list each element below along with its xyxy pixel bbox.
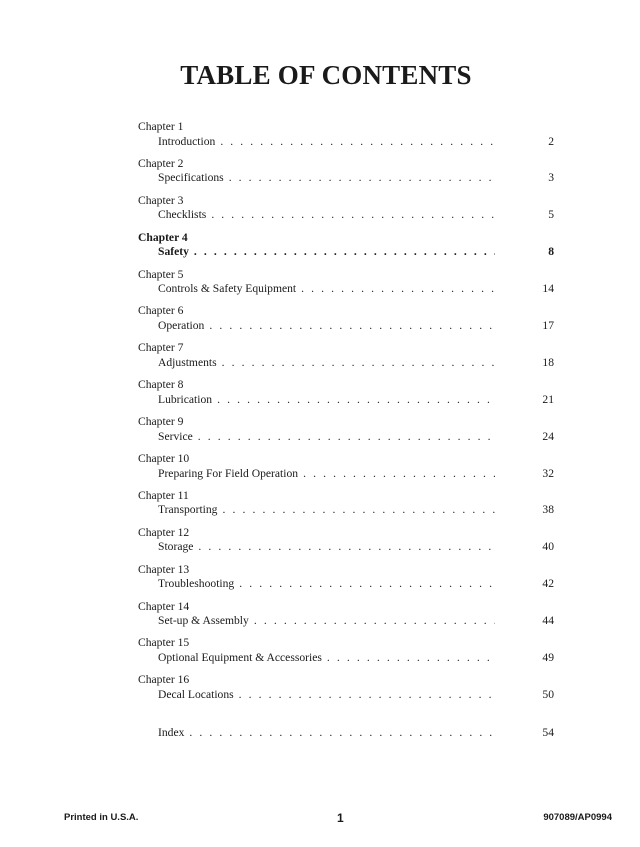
chapter-label: Chapter 7	[138, 341, 184, 355]
toc-entry	[138, 231, 554, 268]
section-title: Set-up & Assembly	[158, 614, 249, 628]
toc-entry	[138, 415, 554, 452]
section-title: Troubleshooting	[158, 577, 235, 591]
toc-entry	[138, 268, 554, 305]
dot-leader	[303, 467, 495, 481]
page-ref: 24	[542, 429, 554, 443]
toc-index-entry	[138, 726, 554, 763]
toc-row[interactable]	[138, 467, 554, 481]
chapter-label: Chapter 9	[138, 415, 184, 429]
toc-row[interactable]	[138, 282, 554, 296]
page-ref: 49	[542, 650, 554, 664]
dot-leader	[222, 356, 495, 370]
toc-entry	[138, 673, 554, 710]
section-title: Lubrication	[158, 392, 213, 406]
page-ref: 50	[542, 687, 554, 701]
dot-leader	[239, 577, 495, 591]
chapter-label: Chapter 3	[138, 193, 184, 207]
chapter-label: Chapter 4	[138, 230, 188, 244]
toc-row[interactable]	[138, 651, 554, 665]
section-title: Transporting	[158, 503, 218, 517]
dot-leader	[198, 540, 495, 554]
page-ref: 38	[542, 503, 554, 517]
page-ref: 21	[542, 392, 554, 406]
page-ref: 18	[542, 355, 554, 369]
section-title: Specifications	[158, 171, 224, 185]
chapter-label: Chapter 2	[138, 156, 184, 170]
toc-row[interactable]	[138, 135, 554, 149]
chapter-label: Chapter 10	[138, 452, 190, 466]
chapter-label: Chapter 11	[138, 488, 189, 502]
toc-entry	[138, 563, 554, 600]
chapter-label: Chapter 16	[138, 673, 190, 687]
dot-leader	[217, 393, 495, 407]
toc-entry	[138, 157, 554, 194]
dot-leader	[211, 208, 495, 222]
toc-row[interactable]	[138, 430, 554, 444]
toc-row[interactable]	[138, 245, 554, 259]
page-ref: 42	[542, 577, 554, 591]
page-ref: 2	[548, 134, 554, 148]
toc-row[interactable]	[138, 688, 554, 702]
toc-row[interactable]	[138, 171, 554, 185]
page-ref: 44	[542, 614, 554, 628]
page-ref: 3	[548, 171, 554, 185]
toc-row[interactable]	[138, 393, 554, 407]
toc-entry	[138, 452, 554, 489]
section-title: Checklists	[158, 208, 207, 222]
section-title: Controls & Safety Equipment	[158, 282, 297, 296]
page-ref: 54	[542, 726, 554, 740]
toc-row[interactable]	[138, 614, 554, 628]
page-ref: 17	[542, 318, 554, 332]
toc-entry	[138, 378, 554, 415]
chapter-label: Chapter 8	[138, 378, 184, 392]
section-title: Storage	[158, 540, 194, 554]
toc-entry	[138, 526, 554, 563]
section-title: Decal Locations	[158, 687, 234, 701]
section-title: Optional Equipment & Accessories	[158, 650, 322, 664]
dot-leader	[198, 430, 495, 444]
section-title: Adjustments	[158, 355, 217, 369]
page-number: 1	[337, 811, 344, 825]
page-ref: 32	[542, 466, 554, 480]
dot-leader	[327, 651, 495, 665]
page-ref: 14	[542, 282, 554, 296]
document-code: 907089/AP0994	[543, 812, 612, 823]
toc-entry	[138, 636, 554, 673]
page-title: TABLE OF CONTENTS	[180, 60, 472, 90]
section-title: Preparing For Field Operation	[158, 466, 299, 480]
index-title: Index	[158, 726, 185, 740]
dot-leader	[229, 171, 495, 185]
section-title: Introduction	[158, 134, 216, 148]
dot-leader	[209, 319, 495, 333]
dot-leader	[301, 282, 495, 296]
toc-row[interactable]	[138, 356, 554, 370]
toc-entry	[138, 194, 554, 231]
page-ref: 8	[548, 245, 554, 259]
chapter-label: Chapter 5	[138, 267, 184, 281]
dot-leader	[254, 614, 495, 628]
section-title: Operation	[158, 318, 205, 332]
toc-entry	[138, 600, 554, 637]
section-title: Safety	[158, 245, 189, 259]
section-title: Service	[158, 429, 193, 443]
chapter-label: Chapter 1	[138, 120, 184, 133]
printed-in-label: Printed in U.S.A.	[64, 812, 139, 823]
dot-leader	[220, 135, 495, 149]
chapter-label: Chapter 14	[138, 599, 190, 613]
dot-leader	[222, 503, 495, 517]
toc-row[interactable]	[138, 540, 554, 554]
toc-row[interactable]	[138, 577, 554, 591]
toc-row[interactable]	[138, 319, 554, 333]
toc-entry	[138, 341, 554, 378]
toc-entry	[138, 304, 554, 341]
toc-entry	[138, 120, 554, 157]
dot-leader	[189, 726, 495, 740]
page-ref: 5	[548, 208, 554, 222]
dot-leader	[194, 245, 495, 259]
table-of-contents	[138, 120, 554, 763]
chapter-label: Chapter 15	[138, 636, 190, 650]
toc-entry	[138, 489, 554, 526]
dot-leader	[239, 688, 495, 702]
chapter-label: Chapter 6	[138, 304, 184, 318]
page-ref: 40	[542, 540, 554, 554]
chapter-label: Chapter 12	[138, 525, 190, 539]
toc-row[interactable]	[138, 726, 554, 740]
toc-row[interactable]	[138, 208, 554, 222]
toc-row[interactable]	[138, 503, 554, 517]
chapter-label: Chapter 13	[138, 562, 190, 576]
